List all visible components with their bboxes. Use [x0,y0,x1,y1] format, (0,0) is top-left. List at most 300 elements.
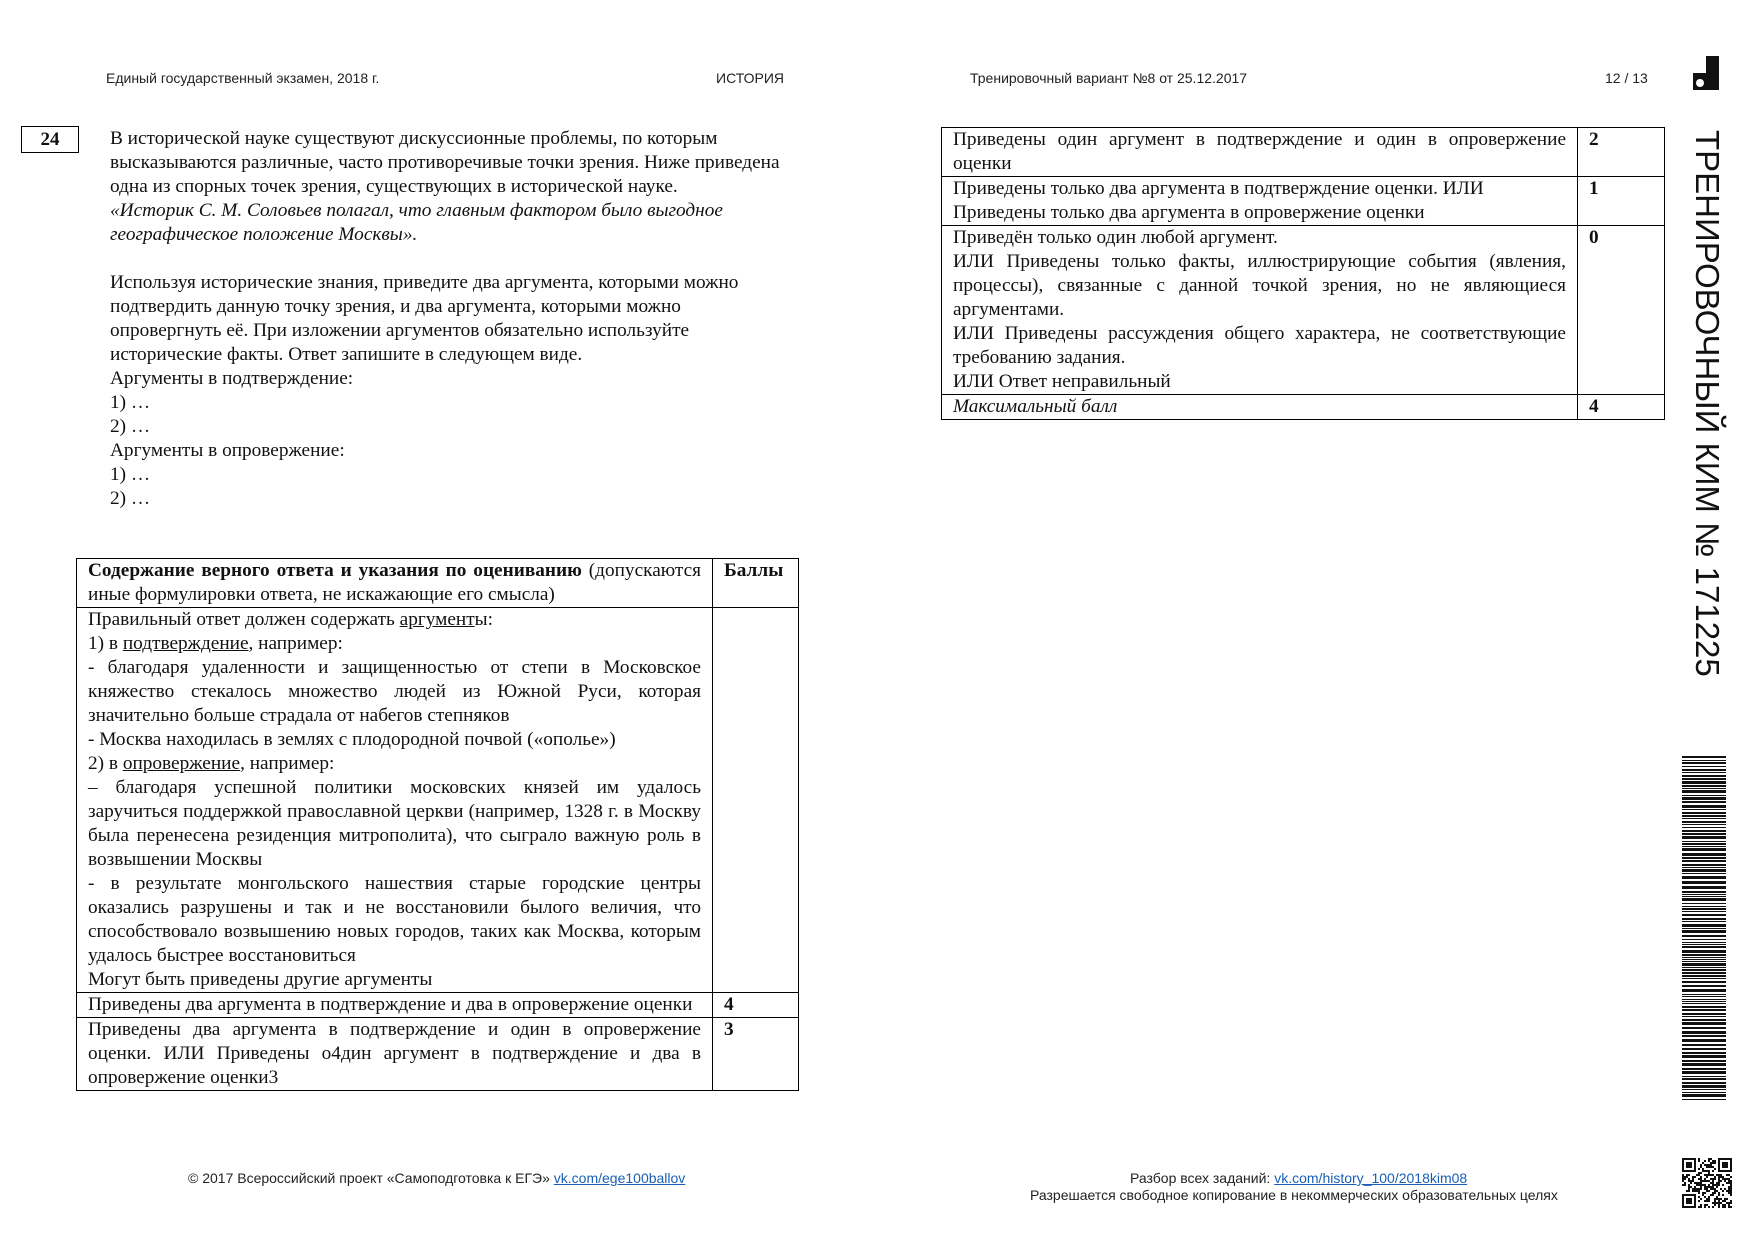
qr-module [1708,1190,1710,1192]
barcode-bar [1682,996,1726,997]
qr-module [1730,1188,1732,1190]
qr-module [1684,1184,1686,1186]
qr-module [1716,1184,1718,1186]
qr-module [1720,1188,1722,1190]
barcode-bar [1682,1099,1726,1100]
criterion-line: ИЛИ Ответ неправильный [953,371,1171,392]
qr-module [1730,1162,1732,1164]
qr-module [1718,1160,1720,1162]
barcode-bar [1682,1071,1726,1074]
qr-module [1718,1178,1720,1180]
qr-module [1730,1202,1732,1204]
answer-points-empty [713,608,799,993]
qr-module [1716,1186,1718,1188]
qr-module [1686,1200,1688,1202]
barcode-bar [1682,935,1726,937]
qr-module [1698,1200,1700,1202]
qr-module [1728,1204,1730,1206]
arguments-for-label: Аргументы в подтверждение: [110,368,354,389]
qr-module [1708,1158,1710,1160]
qr-module [1688,1186,1690,1188]
logo-mark-icon [1693,56,1719,90]
qr-module [1700,1166,1702,1168]
barcode-bar [1682,1085,1726,1088]
barcode-bar [1682,830,1726,832]
qr-module [1718,1170,1720,1172]
barcode-bar [1682,1092,1726,1093]
barcode-bar [1682,954,1726,956]
qr-module [1706,1188,1708,1190]
criterion-text: Приведены два аргумента в подтверждение и два в опровержение оценки [77,993,713,1018]
qr-module [1706,1186,1708,1188]
barcode-bar [1682,756,1726,758]
qr-module [1684,1182,1686,1184]
qr-module [1714,1176,1716,1178]
barcode-bar [1682,785,1726,787]
answer-content [77,608,713,993]
barcode-bar [1682,801,1726,803]
argument-for-1: 1) … [110,392,151,413]
barcode-bar [1682,1016,1726,1017]
qr-module [1716,1174,1718,1176]
qr-module [1692,1178,1694,1180]
qr-module [1730,1166,1732,1168]
qr-module [1694,1204,1696,1206]
qr-module [1702,1180,1704,1182]
qr-module [1694,1202,1696,1204]
qr-module [1726,1198,1728,1200]
barcode-bar [1682,843,1726,845]
qr-module [1684,1178,1686,1180]
answer-intro: Правильный ответ должен содержать аргументы: [88,609,493,630]
qr-module [1706,1176,1708,1178]
barcode-bar [1682,821,1726,823]
qr-module [1684,1194,1686,1196]
barcode-bar [1682,1068,1726,1070]
barcode-bar [1682,961,1726,962]
barcode-bar [1682,921,1726,922]
barcode-bar [1682,769,1726,771]
qr-module [1700,1198,1702,1200]
barcode-bar [1682,1082,1726,1084]
qr-module [1686,1194,1688,1196]
qr-module [1696,1174,1698,1176]
barcode-bar [1682,1076,1726,1077]
barcode-bar [1682,812,1726,814]
footer-analysis [1130,1170,1467,1186]
qr-module [1700,1204,1702,1206]
qr-module [1694,1206,1696,1208]
qr-module [1708,1166,1710,1168]
qr-module [1724,1206,1726,1208]
qr-module [1682,1180,1684,1182]
qr-module [1688,1200,1690,1202]
qr-module [1708,1198,1710,1200]
barcode-bar [1682,957,1726,958]
qr-module [1684,1176,1686,1178]
qr-module [1716,1198,1718,1200]
qr-module [1726,1162,1728,1164]
qr-module [1682,1206,1684,1208]
qr-module [1710,1178,1712,1180]
qr-module [1682,1160,1684,1162]
qr-module [1726,1170,1728,1172]
barcode-bar [1682,867,1726,868]
qr-module [1692,1170,1694,1172]
criterion-line: Приведены только два аргумента в опровержение оценки [953,202,1425,223]
qr-module [1686,1170,1688,1172]
barcode-bar [1682,824,1726,825]
qr-module [1698,1206,1700,1208]
qr-module [1712,1188,1714,1190]
qr-module [1722,1162,1724,1164]
qr-module [1722,1200,1724,1202]
qr-module [1722,1170,1724,1172]
qr-module [1714,1162,1716,1164]
barcode-bar [1682,818,1726,819]
qr-module [1700,1206,1702,1208]
qr-module [1708,1180,1710,1182]
qr-module [1698,1184,1700,1186]
qr-module [1726,1182,1728,1184]
qr-module [1694,1190,1696,1192]
barcode-bar [1682,760,1726,761]
barcode-bar [1682,942,1726,943]
qr-module [1700,1188,1702,1190]
qr-module [1682,1204,1684,1206]
qr-module [1718,1204,1720,1206]
qr-module [1724,1200,1726,1202]
barcode-bar [1682,975,1726,977]
qr-module [1718,1168,1720,1170]
qr-module [1698,1174,1700,1176]
qr-module [1710,1162,1712,1164]
qr-code-icon [1682,1158,1732,1208]
barcode-bar [1682,894,1726,895]
qr-module [1724,1164,1726,1166]
barcode-bar [1682,914,1726,916]
qr-module [1692,1180,1694,1182]
qr-module [1730,1170,1732,1172]
footer-analysis-label: Разбор всех заданий: [1130,1170,1275,1186]
qr-module [1710,1194,1712,1196]
qr-module [1720,1158,1722,1160]
qr-module [1704,1178,1706,1180]
qr-module [1718,1158,1720,1160]
barcode-bar [1682,873,1726,874]
criterion-line: Приведён только один любой аргумент. [953,227,1278,248]
answer-confirm-heading: 1) в подтверждение, например: [88,633,343,654]
qr-module [1702,1168,1704,1170]
qr-module [1730,1158,1732,1160]
qr-module [1722,1190,1724,1192]
barcode-bar [1682,1044,1726,1046]
qr-module [1698,1172,1700,1174]
qr-module [1700,1180,1702,1182]
barcode-bar [1682,1060,1726,1062]
table-row-header [77,559,799,608]
qr-module [1690,1198,1692,1200]
qr-module [1704,1200,1706,1202]
barcode-bar [1682,1031,1726,1034]
qr-module [1688,1170,1690,1172]
barcode-bar [1682,790,1726,793]
qr-module [1726,1202,1728,1204]
qr-module [1710,1164,1712,1166]
qr-module [1698,1178,1700,1180]
qr-module [1694,1196,1696,1198]
barcode-bar [1682,969,1726,971]
barcode-bar [1682,864,1726,866]
qr-module [1694,1162,1696,1164]
qr-module [1720,1174,1722,1176]
footer-copyright-link[interactable]: vk.com/ege100ballov [553,1170,686,1186]
barcode-bar [1682,891,1726,893]
barcode-bar [1682,959,1726,960]
table-header-bold: Содержание верного ответа и указания по оцениванию [88,560,582,581]
qr-module [1704,1192,1706,1194]
qr-module [1702,1184,1704,1186]
qr-module [1688,1164,1690,1166]
qr-module [1682,1202,1684,1204]
qr-module [1704,1188,1706,1190]
qr-module [1720,1170,1722,1172]
qr-module [1694,1182,1696,1184]
criterion-line: Приведены только два аргумента в подтверждение оценки. ИЛИ [953,178,1484,199]
qr-module [1694,1160,1696,1162]
qr-module [1712,1206,1714,1208]
barcode-bar [1682,918,1726,920]
qr-module [1698,1190,1700,1192]
qr-module [1700,1176,1702,1178]
qr-module [1730,1176,1732,1178]
task-intro: В исторической науке существуют дискуссионные проблемы, по которым высказываются различные, часто противоречивые точки зрения. Ниже приведена одна из спорных точек зрения, существующих в исторической науке. [110,128,780,197]
qr-module [1712,1186,1714,1188]
qr-module [1726,1166,1728,1168]
argument-against-2: 2) … [110,488,151,509]
qr-module [1708,1172,1710,1174]
qr-module [1718,1198,1720,1200]
qr-module [1714,1200,1716,1202]
barcode-bar [1682,795,1726,796]
qr-module [1688,1180,1690,1182]
qr-module [1718,1162,1720,1164]
qr-module [1718,1164,1720,1166]
barcode-bar [1682,846,1726,847]
qr-module [1718,1184,1720,1186]
qr-module [1704,1196,1706,1198]
max-score-points: 4 [1578,395,1665,420]
table-header-note: (допускаются иные формулировки ответа, не искажающие его смысла) [88,560,701,605]
criterion-text [942,177,1578,226]
qr-module [1730,1206,1732,1208]
barcode-bar [1682,928,1726,929]
barcode-bar [1682,1006,1726,1008]
qr-module [1728,1188,1730,1190]
qr-module [1702,1192,1704,1194]
qr-module [1710,1186,1712,1188]
qr-module [1728,1170,1730,1172]
qr-module [1724,1198,1726,1200]
qr-module [1724,1158,1726,1160]
answer-refute-a: – благодаря успешной политики московских князей им удалось заручиться поддержкой православной церкви (например, 1328 г. в Москву была перенесена резиденция митрополита), что сыграло важную роль в возвышении Москвы [88,777,701,870]
task-number: 24 [21,126,79,153]
barcode-bar [1682,778,1726,780]
qr-module [1688,1166,1690,1168]
qr-module [1718,1180,1720,1182]
qr-module [1690,1170,1692,1172]
qr-module [1708,1206,1710,1208]
qr-module [1728,1182,1730,1184]
qr-module [1714,1192,1716,1194]
qr-module [1726,1164,1728,1166]
qr-module [1714,1198,1716,1200]
qr-module [1730,1164,1732,1166]
qr-module [1694,1158,1696,1160]
barcode-bar [1682,1009,1726,1011]
barcode-bar [1682,944,1726,945]
footer-analysis-link[interactable]: vk.com/history_100/2018kim08 [1274,1170,1468,1186]
max-score-label: Максимальный балл [942,395,1578,420]
qr-module [1704,1180,1706,1182]
qr-module [1694,1198,1696,1200]
qr-module [1712,1192,1714,1194]
qr-module [1684,1206,1686,1208]
qr-module [1698,1182,1700,1184]
qr-module [1712,1194,1714,1196]
table-row [77,1018,799,1091]
qr-module [1728,1174,1730,1176]
qr-module [1682,1158,1684,1160]
header-exam: Единый государственный экзамен, 2018 г. [106,70,380,86]
qr-module [1712,1182,1714,1184]
qr-module [1722,1158,1724,1160]
qr-module [1682,1168,1684,1170]
task-quote: «Историк С. М. Соловьев полагал, что главным фактором было выгодное географическое положение Москвы». [110,200,723,245]
table-row-answer [77,608,799,993]
barcode-bar [1682,994,1726,995]
qr-module [1684,1170,1686,1172]
qr-module [1690,1206,1692,1208]
barcode-bar [1682,836,1726,839]
barcode-bar [1682,903,1726,904]
qr-module [1682,1196,1684,1198]
qr-module [1712,1174,1714,1176]
qr-module [1718,1206,1720,1208]
qr-module [1704,1164,1706,1166]
blank-line [110,247,790,271]
barcode-bar [1682,908,1726,910]
qr-module [1688,1206,1690,1208]
qr-module [1718,1166,1720,1168]
answer-confirm-a: - благодаря удаленности и защищенностью от степи в Московское княжество стекалось множество людей из Южной Руси, которая значительно больше страдала от набегов степняков [88,657,701,726]
barcode-bar [1682,1003,1726,1004]
qr-module [1722,1194,1724,1196]
qr-module [1728,1180,1730,1182]
qr-module [1688,1178,1690,1180]
barcode-bar [1682,766,1726,767]
qr-module [1722,1164,1724,1166]
qr-module [1692,1188,1694,1190]
qr-module [1698,1160,1700,1162]
qr-module [1698,1192,1700,1194]
header-page-number: 12 / 13 [1605,70,1648,86]
qr-module [1690,1166,1692,1168]
qr-module [1694,1188,1696,1190]
qr-module [1686,1206,1688,1208]
qr-module [1722,1176,1724,1178]
qr-module [1690,1158,1692,1160]
qr-module [1698,1196,1700,1198]
qr-module [1686,1176,1688,1178]
barcode-bar [1682,972,1726,974]
qr-module [1690,1200,1692,1202]
qr-module [1724,1204,1726,1206]
footer-copyright-text: © 2017 Всероссийский проект «Самоподготовка к ЕГЭ» [188,1170,554,1186]
qr-module [1726,1190,1728,1192]
qr-module [1698,1188,1700,1190]
qr-module [1686,1164,1688,1166]
qr-module [1706,1170,1708,1172]
qr-module [1694,1164,1696,1166]
qr-module [1730,1194,1732,1196]
barcode-bar [1682,999,1726,1000]
criterion-text: Приведены два аргумента в подтверждение и один в опровержение оценки. ИЛИ Приведены о4дин аргумент в подтверждение и два в опровержение оценки3 [77,1018,713,1091]
barcode-bar [1682,1055,1726,1058]
qr-module [1706,1166,1708,1168]
qr-module [1682,1166,1684,1168]
qr-module [1682,1184,1684,1186]
qr-module [1722,1178,1724,1180]
qr-module [1704,1184,1706,1186]
qr-module [1708,1174,1710,1176]
qr-module [1730,1168,1732,1170]
qr-module [1710,1158,1712,1160]
criterion-points: 3 [713,1018,799,1091]
qr-module [1682,1174,1684,1176]
qr-module [1688,1158,1690,1160]
barcode-bar [1682,781,1726,784]
qr-module [1712,1178,1714,1180]
barcode-bar [1682,1089,1726,1090]
barcode-bar [1682,869,1726,872]
qr-module [1682,1198,1684,1200]
qr-module [1714,1168,1716,1170]
qr-module [1714,1184,1716,1186]
barcode-bar [1682,1027,1726,1029]
qr-module [1692,1194,1694,1196]
task-instruction: Используя исторические знания, приведите два аргумента, которыми можно подтвердить данную точку зрения, и два аргумента, которыми можно опровергнуть её. При изложении аргументов обязательно используйте исторические факты. Ответ запишите в следующем виде. [110,272,739,365]
qr-module [1716,1190,1718,1192]
qr-module [1708,1164,1710,1166]
qr-module [1698,1158,1700,1160]
qr-module [1720,1198,1722,1200]
qr-module [1694,1168,1696,1170]
qr-module [1708,1196,1710,1198]
barcode-bar [1682,930,1726,933]
vertical-title [1690,130,1724,730]
qr-module [1728,1202,1730,1204]
qr-module [1724,1178,1726,1180]
qr-module [1708,1170,1710,1172]
qr-module [1726,1158,1728,1160]
barcode-bar [1682,805,1726,808]
table-row [942,128,1665,177]
qr-module [1704,1186,1706,1188]
qr-module [1714,1188,1716,1190]
qr-module [1726,1174,1728,1176]
qr-module [1700,1182,1702,1184]
